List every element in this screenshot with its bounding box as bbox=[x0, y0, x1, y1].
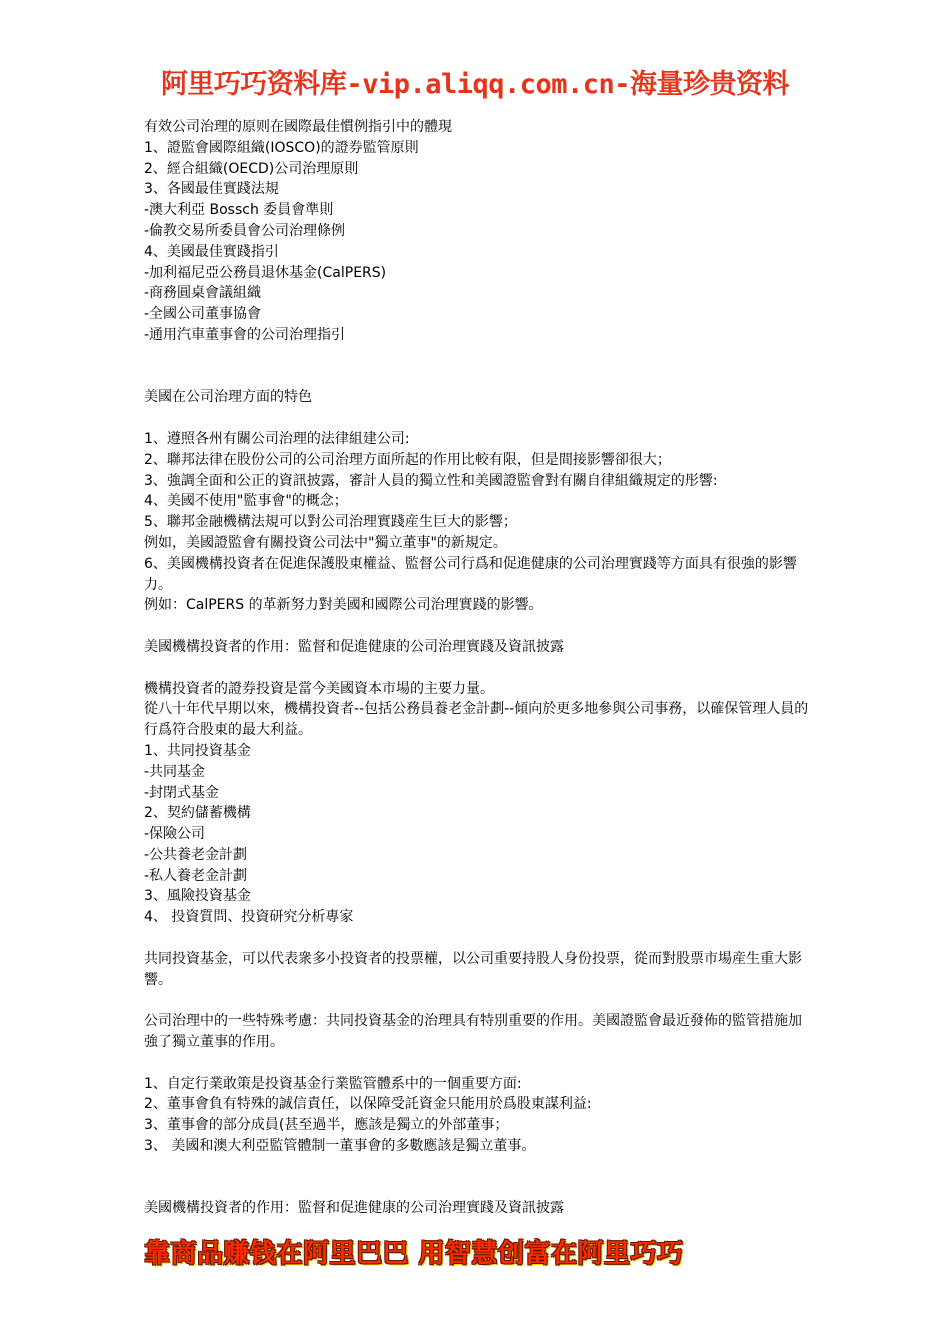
paragraph: 共同投資基金，可以代表衆多小投資者的投票權，以公司重要持股人身份投票，從而對股票市場産生重大影響。 bbox=[144, 950, 802, 988]
list-item: -封閉式基金 bbox=[144, 784, 220, 801]
list-item: -共同基金 bbox=[144, 763, 206, 780]
list-item: 3、風險投資基金 bbox=[144, 888, 251, 905]
list-item: 4、 投資質問、投資研究分析專家 bbox=[144, 909, 354, 926]
list-item: 1、共同投資基金 bbox=[144, 742, 251, 759]
list-item: -加利福尼亞公務員退休基金(CalPERS) bbox=[144, 264, 387, 281]
list-item: -全國公司董事協會 bbox=[144, 306, 262, 323]
list-item: 3、董事會的部分成員(甚至過半，應該是獨立的外部董事； bbox=[144, 1117, 509, 1134]
header-banner: 阿里巧巧资料库-vip.aliqq.com.cn-海量珍贵资料 bbox=[160, 69, 790, 100]
list-item: 3、強調全面和公正的資訊披露，審計人員的獨立性和美國證監會對有關自律組織規定的彤響: bbox=[144, 472, 718, 489]
list-item: 2、董事會負有特殊的誠信責任，以保障受託資金只能用於爲股東謀利益: bbox=[144, 1096, 592, 1113]
list-item: -公共養老金計劃 bbox=[144, 846, 248, 863]
paragraph: 公司治理中的一些特殊考慮：共同投資基金的治理具有特別重要的作用。美國證監會最近發佈的監管措施加強了獨立董事的作用。 bbox=[144, 1013, 802, 1051]
paragraph: 機構投資者的證券投資是當今美國資本市場的主要力量。 bbox=[144, 680, 494, 697]
section2-title: 美國在公司治理方面的特色 bbox=[144, 389, 312, 406]
list-item: 2、契約儲蓄機構 bbox=[144, 805, 251, 822]
section1-title: 有效公司治理的原则在國際最佳慣例指引中的體現 bbox=[144, 119, 452, 135]
list-item: 6、美國機構投資者在促進保護股東權益、監督公司行爲和促進健康的公司治理實踐等方面具有很強的影響力。 bbox=[144, 555, 797, 593]
list-item: -倫教交易所委員會公司治理條例 bbox=[144, 222, 346, 239]
list-item: 例如：CalPERS 的革新努力對美國和國際公司治理實踐的影響。 bbox=[144, 597, 543, 614]
document-body bbox=[144, 117, 814, 1219]
list-item: 3、各國最佳實踐法規 bbox=[144, 181, 279, 198]
list-item: -保險公司 bbox=[144, 826, 206, 843]
list-item: 例如，美國證監會有關投資公司法中"獨立董事"的新規定。 bbox=[144, 534, 507, 551]
list-item: 1、證監會國際組織(IOSCO)的證券監管原則 bbox=[144, 139, 419, 156]
list-item: 3、 美國和澳大利亞監管體制一董事會的多數應該是獨立董事。 bbox=[144, 1138, 536, 1155]
section8-title: 美國機構投資者的作用：監督和促進健康的公司治理實踐及資訊披露 bbox=[144, 1200, 564, 1217]
paragraph: 從八十年代早期以來，機構投資者--包括公務員養老金計劃--傾向於更多地參與公司事務，以確保管理人員的行爲符合股東的最大利益。 bbox=[144, 701, 809, 739]
list-item: 1、自定行業敢策是投資基金行業監管體系中的一個重要方面: bbox=[144, 1075, 522, 1092]
section3-title: 美國機構投資者的作用：監督和促進健康的公司治理實踐及資訊披露 bbox=[144, 638, 564, 655]
list-item: 2、聯邦法律在股份公司的公司治理方面所起的作用比較有限，但是間接影響卻很大； bbox=[144, 451, 671, 468]
list-item: 1、遵照各州有關公司治理的法律組建公司: bbox=[144, 430, 410, 447]
list-item: 4、美國不使用"監事會"的概念； bbox=[144, 493, 348, 510]
list-item: -通用汽車董事會的公司治理指引 bbox=[144, 326, 346, 343]
footer-banner: 靠商品赚钱在阿里巴巴 用智慧创富在阿里巧巧 bbox=[144, 1239, 684, 1269]
list-item: 2、經合組織(OECD)公司治理原則 bbox=[144, 160, 359, 177]
list-item: -澳大利亞 Bossch 委員會準則 bbox=[144, 202, 334, 219]
list-item: -商務圓桌會議組織 bbox=[144, 285, 262, 302]
list-item: 5、聯邦金融機構法規可以對公司治理實踐産生巨大的影響； bbox=[144, 514, 517, 531]
list-item: -私人養老金計劃 bbox=[144, 867, 248, 884]
list-item: 4、美國最佳實踐指引 bbox=[144, 243, 279, 260]
